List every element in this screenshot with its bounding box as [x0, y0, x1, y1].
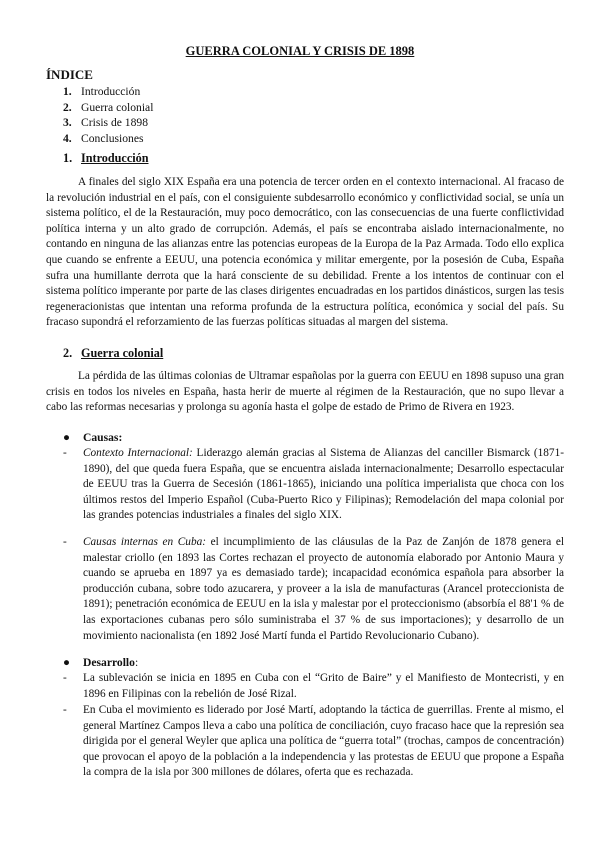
intro-paragraph-text: A finales del siglo XIX España era una potencia de tercer orden en el contexto internacional. Al fracaso de la revolución industrial en el país, con el consiguiente subdesarrollo económico y conflictividad social, se unía un sistema político, el de la Restauración, muy poco democrático, con las consecuencias de una fuerte conflictividad política interna y un alto grado de corrupción. Además, el país se encontraba aislado internacionalmente, no contando en ninguna de las alianzas entre las potencias europeas de la Europa de la Paz Armada. Todo ello explica que cuando se enfrente a EEUU, una potencia económica y militar emergente, por la posesión de Cuba, España sufra una humillante derrota que la hará consciente de su debilidad. Frente a los intentos de continuar con el sistema político imperante por parte de las clases dirigentes encuadradas en los partidos dinásticos, surgen las tesis regeneracionistas que intentan una reforma profunda de la estructura política, económica y social del país. Su fracaso supondrá el reforzamiento de las fuerzas políticas situadas al margen del sistema. [46, 176, 564, 329]
toc-item-label: Guerra colonial [81, 100, 154, 114]
toc-item-number: 4. [63, 131, 72, 145]
table-of-contents [63, 84, 153, 146]
desarrollo-item-cuba [63, 703, 564, 781]
dash-marker: - [63, 447, 67, 459]
section-heading-guerra-colonial [63, 346, 163, 361]
section-number: 2. [63, 346, 73, 360]
toc-item-crisis-1898 [63, 115, 153, 131]
causas-heading [63, 431, 122, 444]
toc-item-label: Crisis de 1898 [81, 116, 148, 130]
toc-item-label: Introducción [81, 85, 141, 98]
item-text: La sublevación se inicia en 1895 en Cuba con el “Grito de Baire” y el Manifiesto de Montecristi, y en 1896 en Filipinas con la rebelión de José Rizal. [83, 672, 564, 700]
guerra-paragraph-text: La pérdida de las últimas colonias de Ultramar españolas por la guerra con EEUU en 1898 supuso una gran crisis en todos los niveles en España, hasta herir de muerte al régimen de la Restauración, que no supo llevar a cabo las reformas necesarias y prolonga su agonía hasta el golpe de estado de Primo de Rivera en 1923. [46, 370, 564, 414]
dash-marker: - [63, 536, 67, 548]
causas-item-contexto [63, 446, 564, 524]
causas-item-internas [63, 535, 564, 644]
toc-item-number: 2. [63, 100, 72, 114]
intro-paragraph [46, 175, 564, 331]
desarrollo-item-sublevacion [63, 671, 564, 702]
section-number: 1. [63, 151, 73, 165]
toc-item-guerra-colonial [63, 100, 153, 116]
dash-marker: - [63, 672, 67, 684]
desarrollo-label: Desarrollo [83, 656, 135, 669]
section-title: Introducción [81, 151, 149, 165]
bullet-icon: ● [63, 656, 71, 669]
toc-item-number: 3. [63, 116, 72, 130]
toc-item-number: 1. [63, 85, 72, 98]
item-text: el incumplimiento de las cláusulas de la Paz de Zanjón de 1878 genera el malestar criollo (en 1893 las Cortes rechazan el proyecto de autonomía elaborado por Antonio Maura y cuando se aprueba en 1897 ya es demasiado tarde); incapacidad económica española para absorber la producción cubana, sobre todo azucarera, y proveer a la isla de manufacturas (Arancel proteccionista de 1891); penetración económica de EEUU en la isla y malestar por el proteccionismo (absorbía el 88'1 % de las exportaciones cubanas pero sólo suministraba el 37 % de sus importaciones); y desarrollo de un movimiento nacionalista (en 1892 José Martí funda el Partido Revolucionario Cubano). [83, 536, 564, 642]
dash-marker: - [63, 704, 67, 716]
item-text: En Cuba el movimiento es liderado por José Martí, adoptando la táctica de guerrillas. Frente al mismo, el general Martínez Campos lleva a cabo una política de conciliación, cuyo fracaso hace que la represión sea dirigida por el general Weyler que aplica una política de “guerra total” (trochas, campos de concentración) que provocan el apoyo de la población a la independencia y las protestas de EEUU que propone a España la compra de la isla por 300 millones de dólares, oferta que es rechazada. [83, 704, 564, 779]
causas-label: Causas: [83, 431, 123, 444]
toc-item-conclusiones [63, 131, 153, 147]
item-text: Liderazgo alemán gracias al Sistema de Alianzas del canciller Bismarck (1871-1890), del que queda fuera España, que se encuentra aislada internacionalmente; Desarrollo espectacular de EEUU tras la Guerra de Secesión (1861-1865), iniciando una política imperialista que choca con los últimos restos del Imperio Español (Cuba-Puerto Rico y Filipinas); Remodelación del mapa colonial por las grandes potencias industriales a finales del siglo XIX. [83, 447, 564, 522]
desarrollo-colon: : [134, 656, 139, 669]
desarrollo-heading [63, 656, 138, 669]
index-heading: ÍNDICE [46, 67, 93, 82]
section-title: Guerra colonial [81, 346, 164, 360]
item-label: Contexto Internacional: [83, 447, 193, 459]
toc-item-introduccion [63, 84, 153, 100]
document-title: GUERRA COLONIAL Y CRISIS DE 1898 [185, 44, 415, 58]
item-label: Causas internas en Cuba: [83, 536, 207, 548]
section-heading-introduccion [63, 151, 149, 166]
guerra-paragraph [46, 369, 564, 416]
toc-item-label: Conclusiones [81, 131, 144, 145]
bullet-icon: ● [63, 431, 71, 444]
